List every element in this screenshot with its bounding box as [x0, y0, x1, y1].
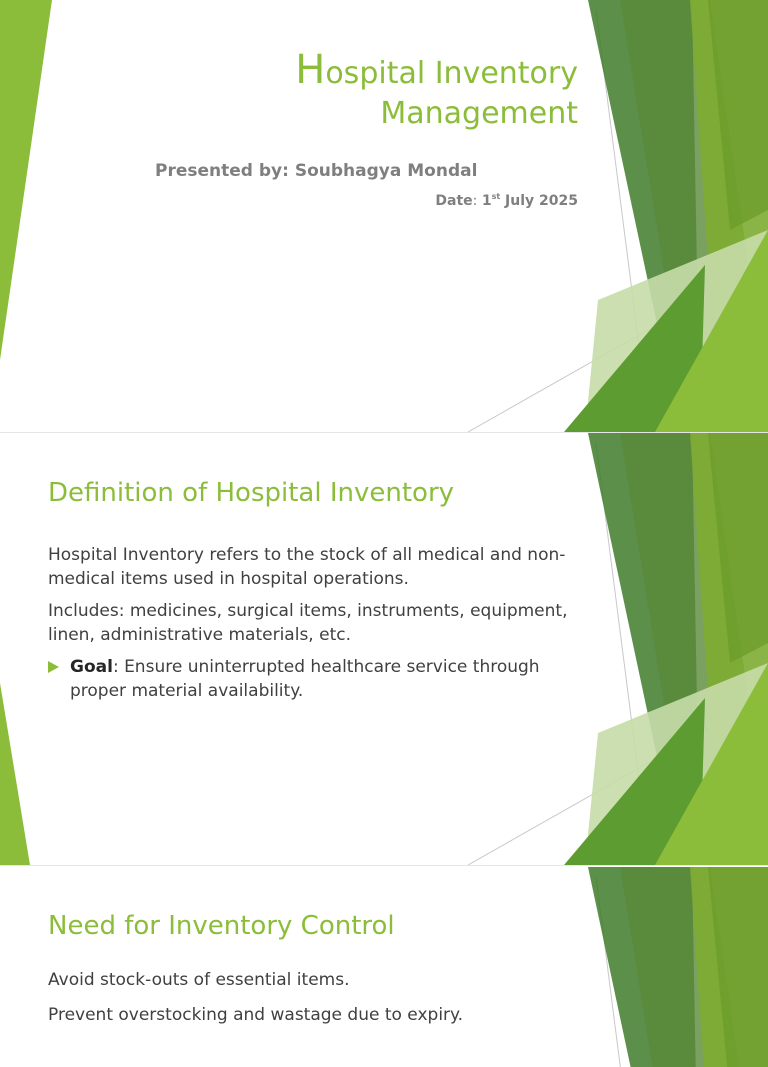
slide-heading: Definition of Hospital Inventory [48, 478, 455, 508]
goal-bullet: Goal: Ensure uninterrupted healthcare service through proper material availability. [48, 655, 568, 703]
slide-divider [0, 865, 768, 866]
slide-decoration [0, 867, 768, 1067]
presentation-title: Hospital Inventory Management [295, 47, 578, 131]
bullet-text-overstocking: Prevent overstocking and wastage due to expiry. [48, 1005, 464, 1025]
slide-definition [0, 433, 768, 865]
bullet-text-stockouts: Avoid stock-outs of essential items. [48, 970, 350, 990]
includes-paragraph: Includes: medicines, surgical items, instruments, equipment, linen, administrative materials, etc. [48, 601, 568, 645]
slide-title [0, 0, 768, 432]
slide-heading: Need for Inventory Control [48, 911, 395, 941]
presenter-name: Presented by: Soubhagya Mondal [155, 161, 478, 181]
slide-need-for-control [0, 867, 768, 1067]
triangle-right-icon [48, 661, 60, 673]
definition-paragraph: Hospital Inventory refers to the stock of all medical and non-medical items used in hospital operations. [48, 545, 566, 589]
presentation-date: Date: 1st July 2025 [435, 192, 578, 209]
